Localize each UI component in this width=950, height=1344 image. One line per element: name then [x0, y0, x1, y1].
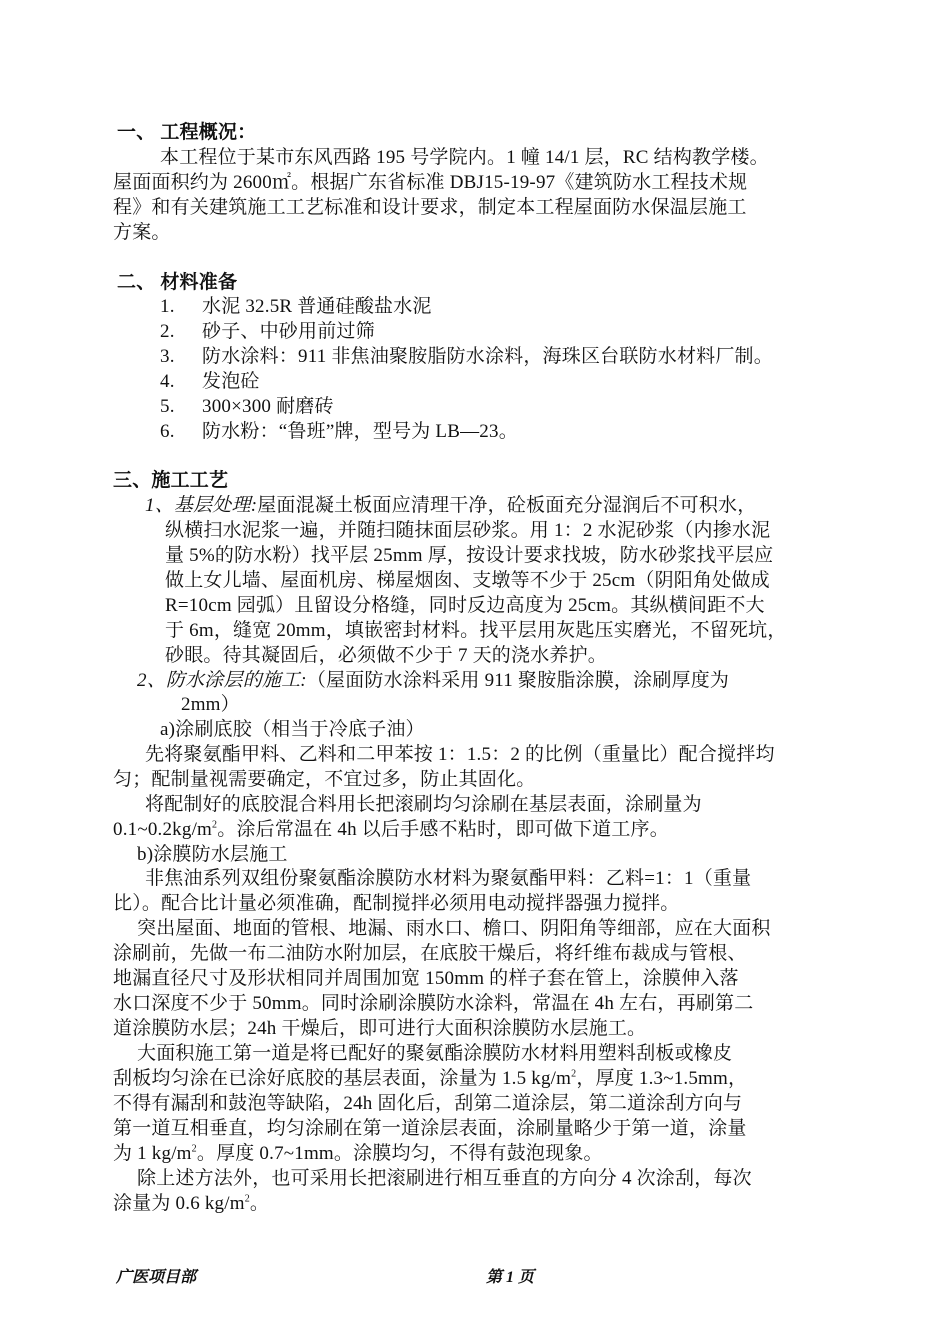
material-num-4: 4. — [160, 371, 175, 392]
p1-label: 1、基层处理: — [145, 495, 258, 516]
p2-first: （屋面防水涂料采用 911 聚胺脂涂膜，涂刷厚度为 — [306, 670, 730, 691]
b-line-7: 道涂膜防水层；24h 干燥后，即可进行大面积涂膜防水层施工。 — [113, 1018, 647, 1039]
section1-heading: 一、 工程概况： — [117, 122, 257, 143]
a-line-3: 将配制好的底胶混合料用长把滚刷均匀涂刷在基层表面，涂刷量为 — [145, 794, 702, 815]
a-line-4-post: 。涂后常温在 4h 以后手感不粘时，即可做下道工序。 — [217, 819, 669, 840]
d-line-2 — [113, 1193, 269, 1215]
b-line-2: 比）。配合比计量必须准确，配制搅拌必须用电动搅拌器强力搅拌。 — [113, 893, 680, 914]
material-num-3: 3. — [160, 346, 175, 367]
a-line-4 — [113, 819, 669, 841]
material-num-2: 2. — [160, 321, 175, 342]
section1-line-4: 方案。 — [113, 222, 171, 243]
unit-superscript: 2 — [212, 819, 218, 831]
material-text-4: 发泡砼 — [202, 371, 260, 392]
material-num-1: 1. — [160, 296, 175, 317]
c-line-5-pre: 为 1 kg/m — [113, 1143, 192, 1164]
c-line-2-pre: 刮板均匀涂在已涂好底胶的基层表面，涂量为 1.5 kg/m — [113, 1068, 572, 1089]
material-text-2: 砂子、中砂用前过筛 — [202, 321, 375, 342]
sub-a-heading: a)涂刷底胶（相当于冷底子油） — [160, 719, 425, 740]
section2-heading: 二、 材料准备 — [117, 272, 238, 293]
b-line-5: 地漏直径尺寸及形状相同并周围加宽 150mm 的样子套在管上，涂膜伸入落 — [113, 968, 739, 989]
material-num-6: 6. — [160, 421, 175, 442]
p2-line-1 — [137, 670, 729, 692]
material-text-3: 防水涂料：911 非焦油聚胺脂防水涂料，海珠区台联防水材料厂制。 — [202, 346, 773, 367]
p1-line-2: 纵横扫水泥浆一遍，并随扫随抹面层砂浆。用 1：2 水泥砂浆（内掺水泥 — [165, 520, 771, 541]
b-line-3: 突出屋面、地面的管根、地漏、雨水口、檐口、阴阳角等细部，应在大面积 — [137, 918, 771, 939]
b-line-1: 非焦油系列双组份聚氨酯涂膜防水材料为聚氨酯甲料：乙料=1：1（重量 — [145, 868, 752, 889]
c-line-2 — [113, 1068, 747, 1090]
unit-superscript: 2 — [571, 1068, 577, 1080]
c-line-4: 第一道互相垂直，均匀涂刷在第一道涂层表面，涂刷量略少于第一道，涂量 — [113, 1118, 747, 1139]
b-line-6: 水口深度不少于 50mm。同时涂刷涂膜防水涂料，常温在 4h 左右，再刷第二 — [113, 993, 754, 1014]
footer-page-number: 第 1 页 — [486, 1269, 535, 1286]
c-line-5 — [113, 1143, 603, 1165]
a-line-4-pre: 0.1~0.2kg/m — [113, 819, 213, 840]
d-line-2-post: 。 — [249, 1193, 270, 1214]
section3-heading: 三、施工工艺 — [113, 470, 229, 491]
section1-line-1: 本工程位于某市东风西路 195 号学院内。1 幢 14/1 层，RC 结构教学楼。 — [160, 147, 769, 168]
section1-line-3: 程》和有关建筑施工工艺标准和设计要求，制定本工程屋面防水保温层施工 — [113, 197, 747, 218]
a-line-1: 先将聚氨酯甲料、乙料和二甲苯按 1：1.5：2 的比例（重量比）配合搅拌均 — [145, 744, 775, 765]
d-line-1: 除上述方法外，也可采用长把滚刷进行相互垂直的方向分 4 次涂刮，每次 — [137, 1168, 752, 1189]
a-line-2: 匀；配制量视需要确定，不宜过多，防止其固化。 — [113, 769, 536, 790]
footer-department: 广医项目部 — [116, 1269, 197, 1286]
c-line-1: 大面积施工第一道是将已配好的聚氨酯涂膜防水材料用塑料刮板或橡皮 — [137, 1043, 733, 1064]
c-line-2-post: ，厚度 1.3~1.5mm， — [576, 1068, 748, 1089]
p2-label: 2、防水涂层的施工: — [137, 670, 307, 691]
c-line-3: 不得有漏刮和鼓泡等缺陷，24h 固化后，刮第二道涂层，第二道涂刮方向与 — [113, 1093, 743, 1114]
c-line-5-post: 。厚度 0.7~1mm。涂膜均匀，不得有鼓泡现象。 — [196, 1143, 603, 1164]
p1-line-3: 量 5%的防水粉）找平层 25mm 厚，按设计要求找坡，防水砂浆找平层应 — [165, 545, 774, 566]
section1-line-2: 屋面面积约为 2600㎡。根据广东省标准 DBJ15-19-97《建筑防水工程技术规 — [113, 172, 748, 193]
material-text-6: 防水粉：“鲁班”牌，型号为 LB—23。 — [202, 421, 518, 442]
d-line-2-pre: 涂量为 0.6 kg/m — [113, 1193, 245, 1214]
p1-first: 屋面混凝土板面应清理干净，砼板面充分湿润后不可积水， — [257, 495, 757, 516]
sub-b-heading: b)涂膜防水层施工 — [137, 844, 288, 865]
material-num-5: 5. — [160, 396, 175, 417]
p1-line-7: 砂眼。待其凝固后，必须做不少于 7 天的浇水养护。 — [165, 645, 608, 666]
material-text-1: 水泥 32.5R 普通硅酸盐水泥 — [202, 296, 432, 317]
b-line-4: 涂刷前，先做一布二油防水附加层，在底胶干燥后，将纤维布裁成与管根、 — [113, 943, 747, 964]
unit-superscript: 2 — [191, 1143, 197, 1155]
p1-line-5: R=10cm 园弧）且留设分格缝，同时反边高度为 25cm。其纵横间距不大 — [165, 595, 765, 616]
unit-superscript: 2 — [244, 1193, 250, 1205]
p2-line-2: 2mm） — [181, 694, 240, 715]
material-text-5: 300×300 耐磨砖 — [202, 396, 334, 417]
p1-line-4: 做上女儿墙、屋面机房、梯屋烟囱、支墩等不少于 25cm（阴阳角处做成 — [165, 570, 770, 591]
p1-line-6: 于 6m，缝宽 20mm，填嵌密封材料。找平层用灰匙压实磨光，不留死坑， — [165, 620, 787, 641]
p1-line-1 — [145, 495, 756, 517]
